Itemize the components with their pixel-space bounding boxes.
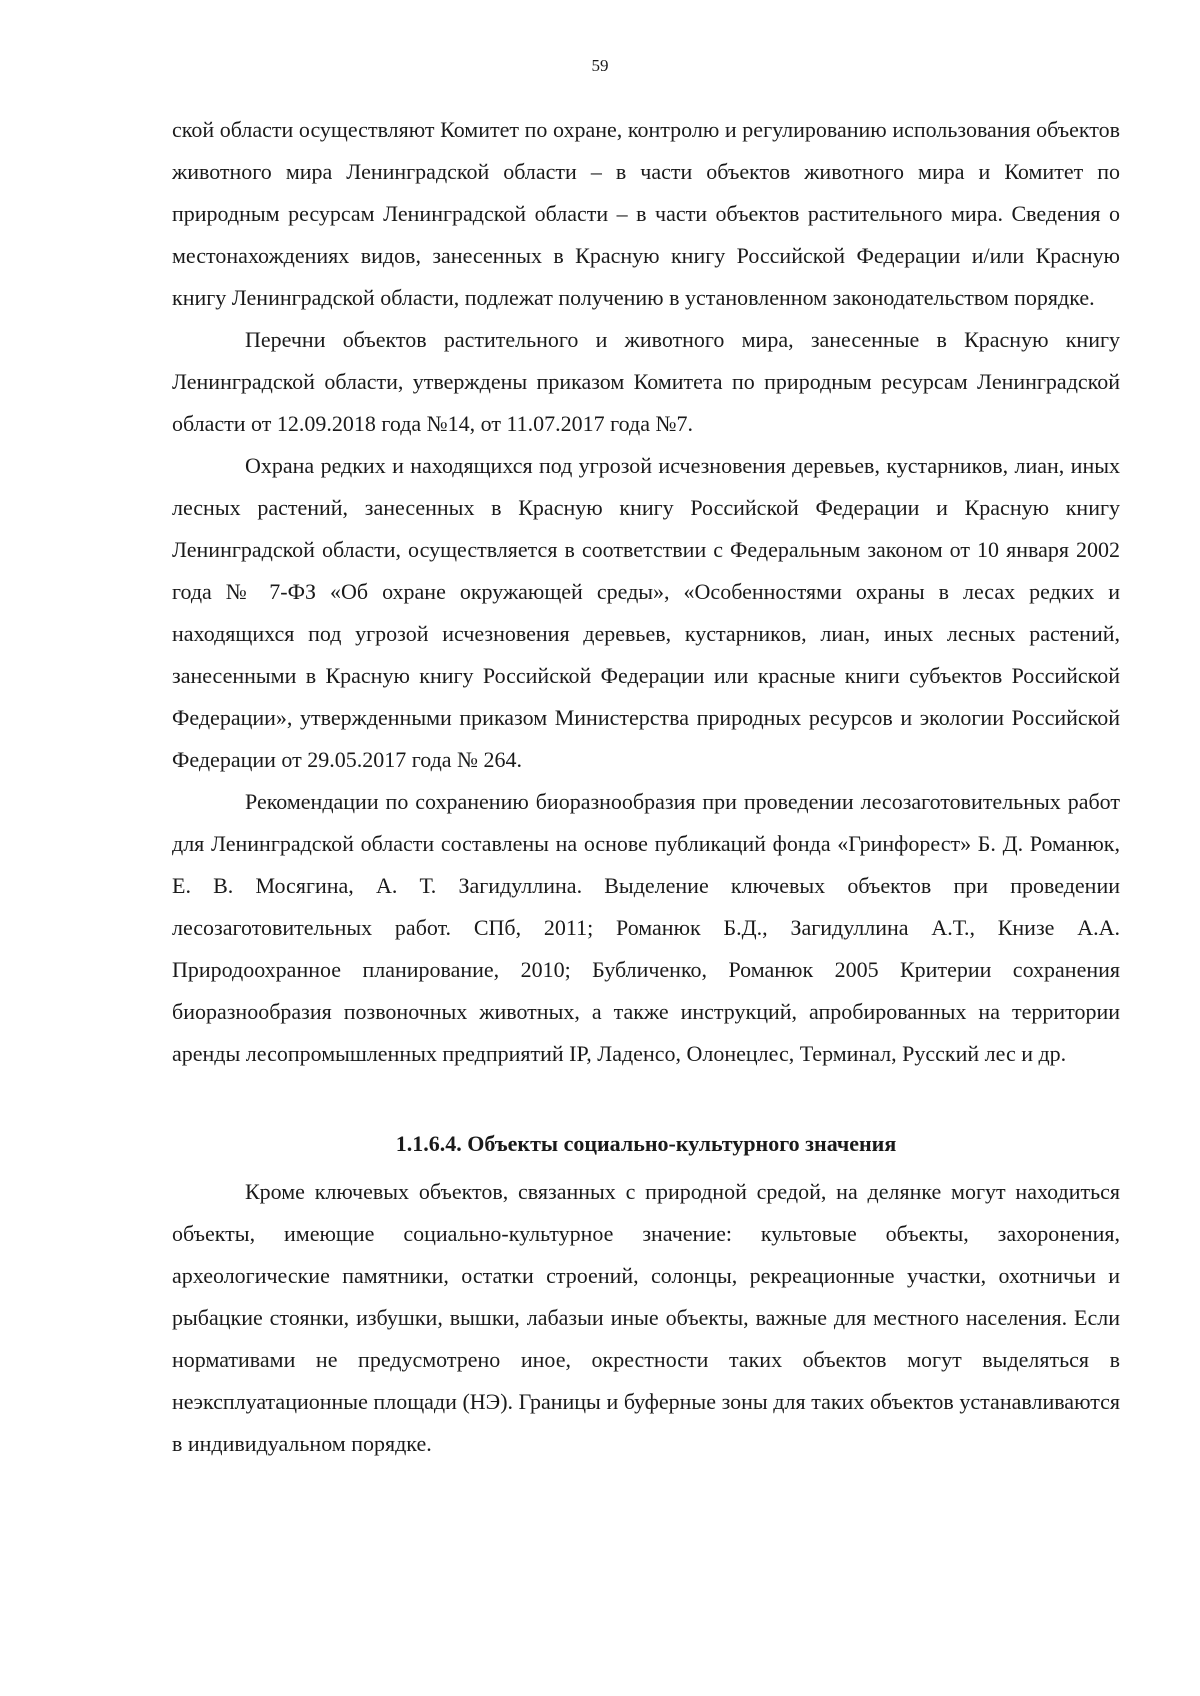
paragraph-protection-rules: Охрана редких и находящихся под угрозой исчезновения деревьев, кустарников, лиан, иных лесных растений, занесенных в Красную книгу Российской Федерации и Красную книгу Ленинградской области, осуществляется в соответствии с Федеральным законом от 10 января 2002 года № 7-ФЗ «Об охране окружающей среды», «Особенностями охраны в лесах редких и находящихся под угрозой исчезновения деревьев, кустарников, лиан, иных лесных растений, занесенными в Красную книгу Российской Федерации или красные книги субъектов Российской Федерации», утвержденными приказом Министерства природных ресурсов и экологии Российской Федерации от 29.05.2017 года № 264.	[172, 453, 1120, 772]
document-body	[172, 109, 1120, 1465]
page-number: 59	[591, 56, 609, 75]
paragraph-sociocultural-objects: Кроме ключевых объектов, связанных с природной средой, на делянке могут находиться объекты, имеющие социально-культурное значение: культовые объекты, захоронения, археологические памятники, остатки строений, солонцы, рекреационные участки, охотничьи и рыбацкие стоянки, избушки, вышки, лабазыи иные объекты, важные для местного населения. Если нормативами не предусмотрено иное, окрестности таких объектов могут выделяться в неэксплуатационные площади (НЭ). Границы и буферные зоны для таких объектов устанавливаются в индивидуальном порядке.	[172, 1179, 1120, 1456]
section-heading: 1.1.6.4. Объекты социально-культурного значения	[395, 1131, 897, 1156]
paragraph-red-book-lists: Перечни объектов растительного и животного мира, занесенные в Красную книгу Ленинградской области, утверждены приказом Комитета по природным ресурсам Ленинградской области от 12.09.2018 года №14, от 11.07.2017 года №7.	[172, 327, 1120, 436]
paragraph-continuation: ской области осуществляют Комитет по охране, контролю и регулированию использования объектов животного мира Ленинградской области – в части объектов животного мира и Комитет по природным ресурсам Ленинградской области – в части объектов растительного мира. Сведения о местонахождениях видов, занесенных в Красную книгу Российской Федерации и/или Красную книгу Ленинградской области, подлежат получению в установленном законодательством порядке.	[172, 117, 1120, 310]
paragraph-recommendations: Рекомендации по сохранению биоразнообразия при проведении лесозаготовительных работ для Ленинградской области составлены на основе публикаций фонда «Гринфорест» Б. Д. Романюк, Е. В. Мосягина, А. Т. Загидуллина. Выделение ключевых объектов при проведении лесозаготовительных работ. СПб, 2011; Романюк Б.Д., Загидуллина А.Т., Книзе А.А. Природоохранное планирование, 2010; Бубличенко, Романюк 2005 Критерии сохранения биоразнообразия позвоночных животных, а также инструкций, апробированных на территории аренды лесопромышленных предприятий IP, Ладенсо, Олонецлес, Терминал, Русский лес и др.	[172, 789, 1120, 1066]
